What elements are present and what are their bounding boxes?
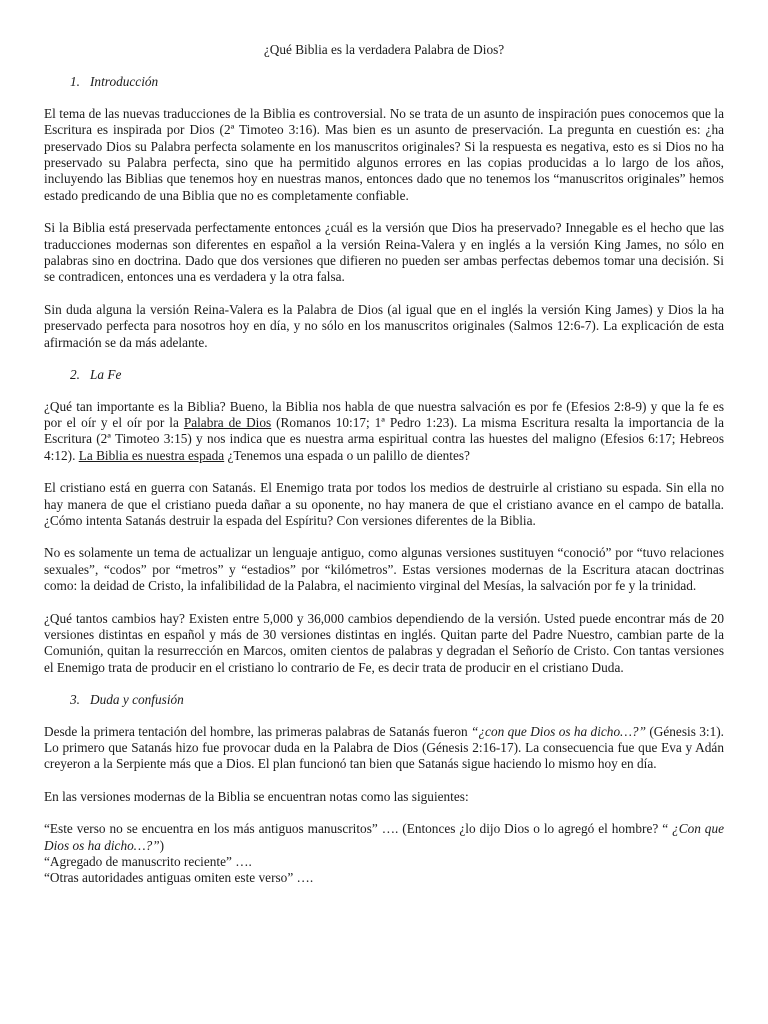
underlined-phrase: La Biblia es nuestra espada (78, 447, 225, 463)
section-number: 2. (70, 367, 80, 383)
underlined-phrase: Palabra de Dios (183, 414, 272, 430)
text-run: ¿Qué tan importante es la Biblia? Bueno, la Biblia nos habla de que nuestra salvación es por fe (Efesios 2:8-9) y que la fe es por el oír y el oír por la (44, 398, 724, 430)
paragraph: ¿Qué tantos cambios hay? Existen entre 5,000 y 36,000 cambios dependiendo de la versión. Usted puede encontrar más de 20 versiones distintas en español y más de 30 versiones distintas en inglés. Quitan parte del Padre Nuestro, cambian parte de la Comunión, quitan la resurrección en Marcos, omiten cientos de palabras y degradan el Señorío de Cristo. Con tantas versiones el Enemigo trata de producir en el cristiano lo contrario de Fe, es decir trata de producir en el cristiano Duda. (44, 610, 724, 675)
section-number: 3. (70, 692, 80, 708)
text-run: (Génesis 3:1). Lo primero que Satanás hizo fue provocar duda en la Palabra de Dios (Génesis 2:16-17). La consecuencia fue que Eva y Adán creyeron a la Serpiente más que a Dios. El plan funcionó tan bien que Satanás sigue haciendo lo mismo hoy en día. (44, 723, 724, 772)
paragraph: Si la Biblia está preservada perfectamente entonces ¿cuál es la versión que Dios ha preservado? Innegable es el hecho que las traducciones modernas son diferentes en español a la versión Reina-Valera y en inglés a la versión King James, no sólo en palabras sino en doctrina. Dado que dos versiones que difieren no pueden ser ambas perfectas debemos tomar una decisión. Si se contradicen, entonces una es verdadera y la otra falsa. (44, 220, 724, 285)
quoted-note: “Agregado de manuscrito reciente” …. (44, 854, 252, 870)
section-heading-introduccion (44, 74, 724, 90)
text-run: Desde la primera tentación del hombre, las primeras palabras de Satanás fueron (44, 723, 472, 739)
italic-quote: “¿con que Dios os ha dicho…?” (471, 723, 646, 739)
document-title: ¿Qué Biblia es la verdadera Palabra de Dios? (263, 42, 505, 57)
paragraph: Sin duda alguna la versión Reina-Valera es la Palabra de Dios (al igual que en el inglés la versión King James) y Dios la ha preservado perfecta para nosotros hoy en día, y no sólo en los manuscritos originales (Salmos 12:6-7). La explicación de esta afirmación se da más adelante. (44, 301, 724, 350)
paragraph: El tema de las nuevas traducciones de la Biblia es controversial. No se trata de un asunto de inspiración pues conocemos que la Escritura es inspirada por Dios (2ª Timoteo 3:16). Mas bien es un asunto de preservación. La pregunta en cuestión es: ¿ha preservado Dios su Palabra perfecta solamente en los manuscritos originales? Si la respuesta es negativa, esto es si Dios no ha preservado su Palabra perfecta, sino que ha permitido algunos errores en las copias producidas a lo largo de los años, incluyendo las Biblias que tenemos hoy en nuestras manos, entonces dado que no tenemos los “manuscritos originales” hemos estado predicando de una Biblia que no es completamente confiable. (44, 105, 724, 203)
section-number: 1. (70, 74, 80, 90)
text-run: (Romanos 10:17; 1ª Pedro 1:23). La misma Escritura resalta la importancia de la Escritura (2ª Timoteo 3:15) y nos indica que es nuestra arma espiritual contra las huestes del maligno (Efesios 6:17; Hebreos 4:12). (44, 414, 724, 463)
text-run: ¿Tenemos una espada o un palillo de dientes? (224, 447, 470, 463)
text-run: ) (159, 837, 165, 853)
paragraph (44, 724, 724, 773)
quoted-note (44, 821, 724, 854)
paragraph: El cristiano está en guerra con Satanás. El Enemigo trata por todos los medios de destruirle al cristiano su espada. Sin ella no hay manera de que el cristiano pueda dañar a su oponente, no hay manera de que el cristiano avance en el campo de batalla. ¿Cómo intenta Satanás destruir la espada del Espíritu? Con versiones diferentes de la Biblia. (44, 480, 724, 528)
section-heading-label: Duda y confusión (90, 692, 184, 708)
paragraph (44, 399, 724, 465)
paragraph: En las versiones modernas de la Biblia se encuentran notas como las siguientes: (44, 788, 469, 804)
section-heading-label: Introducción (90, 74, 159, 90)
section-heading-label: La Fe (90, 367, 122, 383)
quoted-notes-list (44, 821, 724, 887)
paragraph: No es solamente un tema de actualizar un lenguaje antiguo, como algunas versiones sustituyen “conoció” por “tuvo relaciones sexuales”, “codos” por “metros” y “estadios” por “kilómetros”. Estas versiones modernas de la Escritura atacan doctrinas como: la deidad de Cristo, la infalibilidad de la Palabra, el nacimiento virginal del Mesías, la salvación por fe y la trinidad. (44, 545, 724, 594)
section-heading-duda-y-confusion (44, 692, 724, 708)
section-heading-la-fe (44, 367, 724, 383)
quoted-note: “Otras autoridades antiguas omiten este verso” …. (44, 870, 314, 886)
text-run: “Este verso no se encuentra en los más antiguos manuscritos” …. (Entonces ¿lo dijo Dios o lo agregó el hombre? “ (44, 821, 673, 837)
italic-quote: ¿Con que Dios os ha dicho…?” (44, 821, 724, 853)
